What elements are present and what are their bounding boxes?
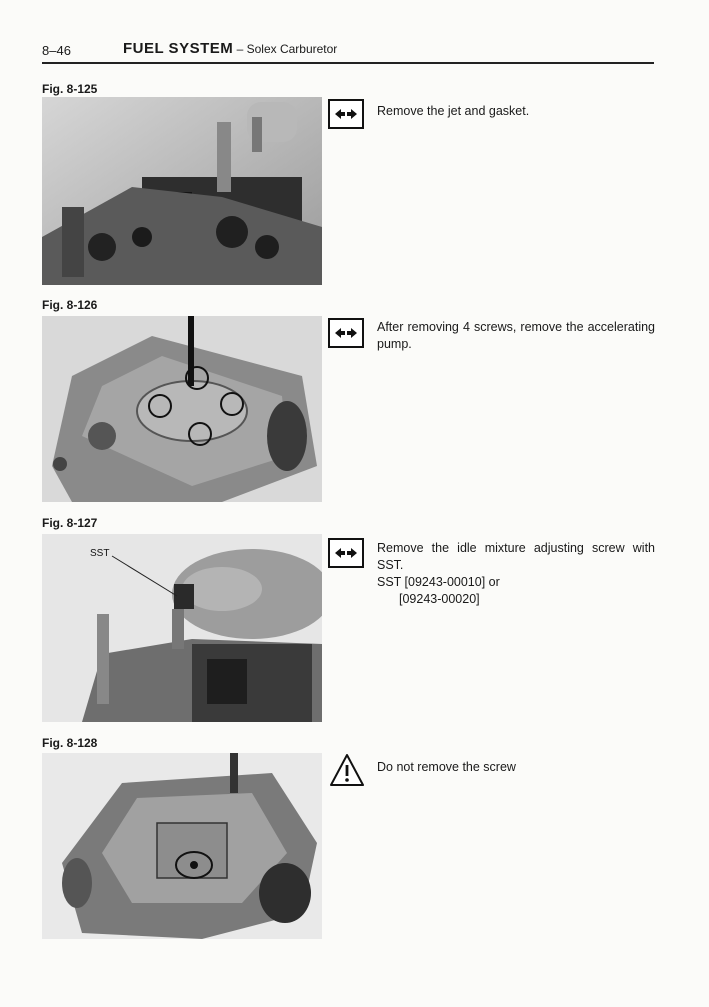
disassemble-arrows-icon bbox=[328, 538, 364, 568]
figure-photo bbox=[42, 753, 322, 939]
header-rule bbox=[42, 62, 654, 64]
section-subtitle: Solex Carburetor bbox=[246, 42, 338, 56]
figure-label: Fig. 8-126 bbox=[42, 298, 98, 312]
instruction-text: Remove the idle mixture adjusting screw with SST. bbox=[377, 541, 655, 572]
disassemble-arrows-icon bbox=[328, 318, 364, 348]
disassemble-arrows-icon bbox=[328, 99, 364, 129]
figure-label: Fig. 8-127 bbox=[42, 516, 98, 530]
warning-triangle-icon bbox=[328, 752, 366, 788]
instruction-block bbox=[377, 540, 655, 608]
figure-label: Fig. 8-128 bbox=[42, 736, 98, 750]
figure-photo bbox=[42, 316, 322, 502]
page-number: 8–46 bbox=[42, 43, 71, 58]
section-separator: – bbox=[233, 42, 247, 56]
page-header bbox=[42, 40, 652, 64]
instruction-text: Remove the jet and gasket. bbox=[377, 104, 530, 118]
instruction-text: Do not remove the screw bbox=[377, 760, 516, 774]
instruction-text: After removing 4 screws, remove the accelerating pump. bbox=[377, 320, 655, 351]
section-title bbox=[123, 40, 337, 57]
figure-label: Fig. 8-125 bbox=[42, 82, 98, 96]
sst-number-1: SST [09243-00010] or bbox=[377, 575, 500, 589]
figure-photo bbox=[42, 97, 322, 285]
sst-number-2: [09243-00020] bbox=[399, 592, 480, 606]
section-title-main: FUEL SYSTEM bbox=[123, 40, 234, 57]
figure-photo bbox=[42, 534, 322, 722]
sst-callout: SST bbox=[90, 548, 110, 559]
